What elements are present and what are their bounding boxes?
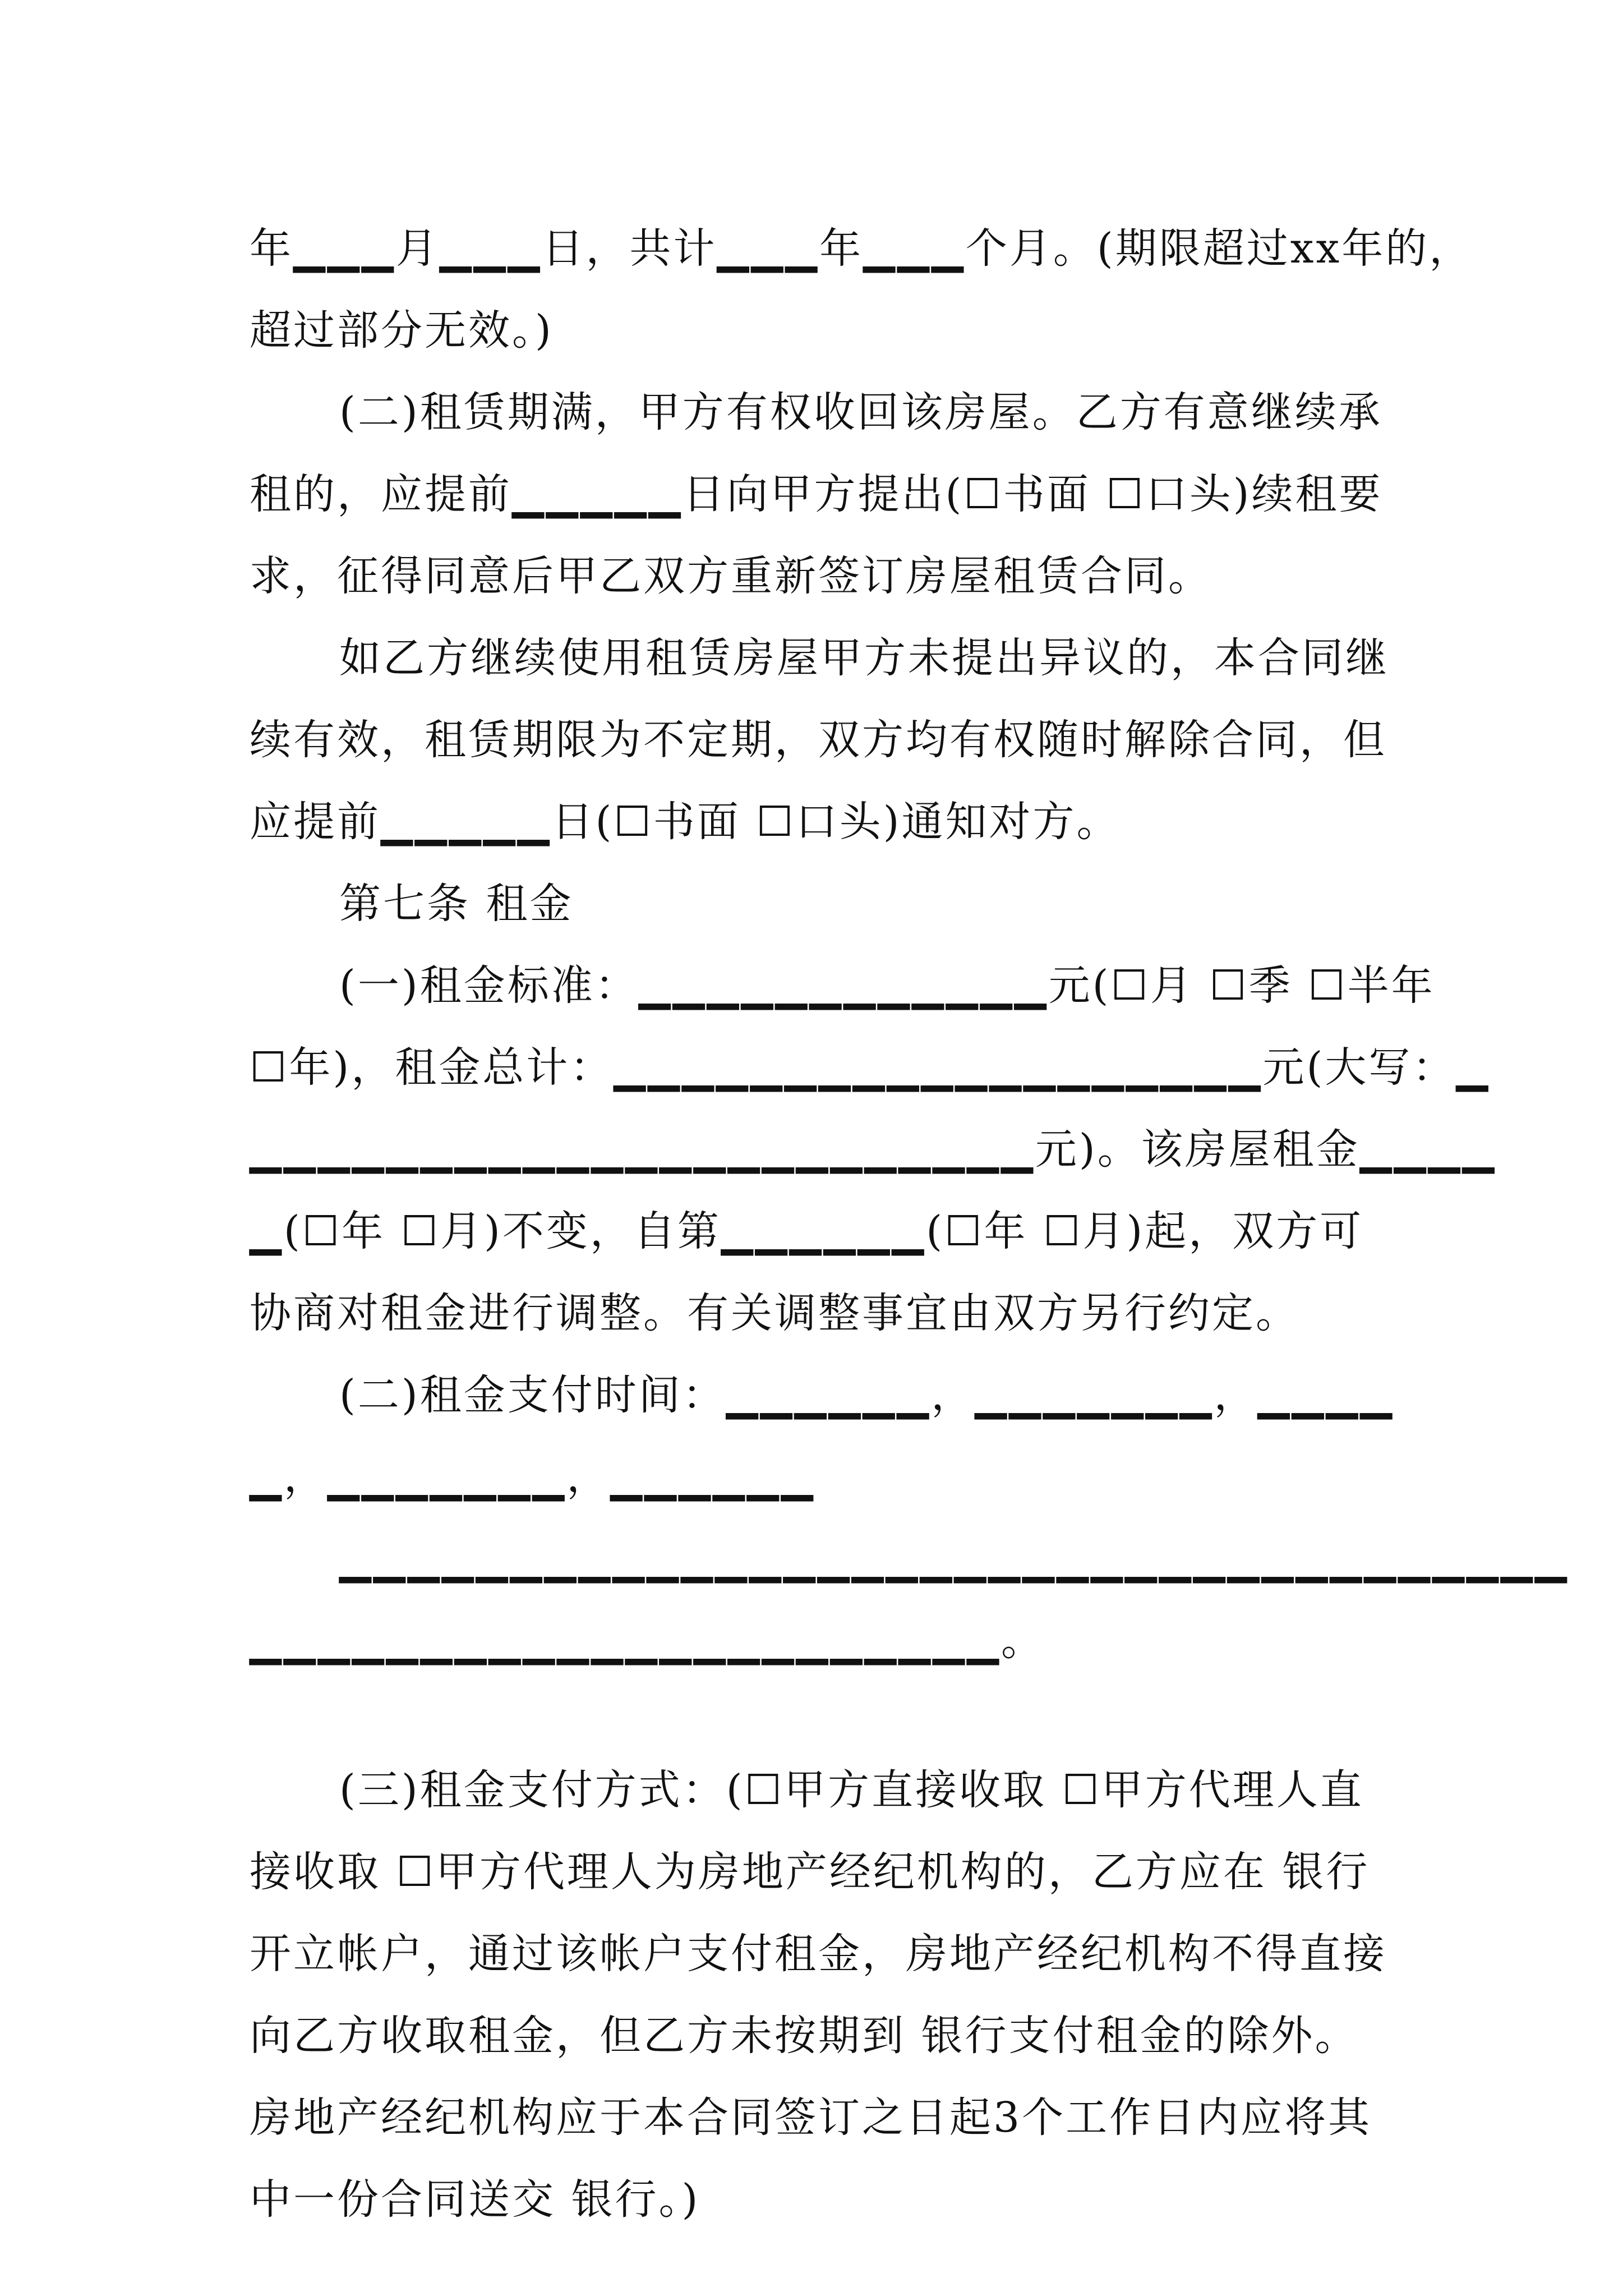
- text-line: 房地产经纪机构应于本合同签订之日起3个工作日内应将其: [250, 2093, 1372, 2142]
- text-line: 应提前▁▁▁▁▁日(☐书面 ☐口头)通知对方。: [250, 798, 1121, 846]
- text-line: 超过部分无效。): [250, 306, 554, 355]
- text-line: (二)租赁期满，甲方有权收回该房屋。乙方有意继续承: [339, 388, 1382, 436]
- text-line: 求，征得同意后甲乙双方重新签订房屋租赁合同。: [250, 552, 1212, 600]
- text-line: 向乙方收取租金，但乙方未按期到 银行支付租金的除外。: [250, 2012, 1359, 2060]
- text-line: ▁▁▁▁▁▁▁▁▁▁▁▁▁▁▁▁▁▁▁▁▁▁▁▁▁▁▁▁▁▁▁▁▁▁▁▁: [339, 1535, 1569, 1583]
- text-line: ▁(☐年 ☐月)不变，自第▁▁▁▁▁▁(☐年 ☐月)起，双方可: [250, 1207, 1364, 1255]
- text-line: 租的，应提前▁▁▁▁▁日向甲方提出(☐书面 ☐口头)续租要: [250, 470, 1383, 518]
- text-line: (一)租金标准：▁▁▁▁▁▁▁▁▁▁▁▁元(☐月 ☐季 ☐半年: [339, 961, 1435, 1010]
- document-body: [250, 208, 1569, 2240]
- text-line: ☐年)，租金总计：▁▁▁▁▁▁▁▁▁▁▁▁▁▁▁▁▁▁▁元(大写：▁: [250, 1043, 1491, 1092]
- section-heading: 第七条 租金: [339, 880, 574, 928]
- text-line: 中一份合同送交 银行。): [250, 2175, 700, 2224]
- text-line: 续有效，租赁期限为不定期，双方均有权随时解除合同，但: [250, 716, 1387, 764]
- text-line: 如乙方继续使用租赁房屋甲方未提出异议的，本合同继: [339, 634, 1389, 682]
- paragraph-gap: [250, 1682, 1388, 1749]
- text-line: 协商对租金进行调整。有关调整事宜由双方另行约定。: [250, 1289, 1299, 1337]
- text-line: 开立帐户，通过该帐户支付租金，房地产经纪机构不得直接: [250, 1930, 1387, 1978]
- text-line: ▁，▁▁▁▁▁▁▁，▁▁▁▁▁▁: [250, 1453, 815, 1501]
- text-line: (二)租金支付时间：▁▁▁▁▁▁，▁▁▁▁▁▁▁，▁▁▁▁: [339, 1371, 1395, 1419]
- text-line: ▁▁▁▁▁▁▁▁▁▁▁▁▁▁▁▁▁▁▁▁▁▁▁元)。该房屋租金▁▁▁▁: [250, 1125, 1497, 1174]
- text-line: 接收取 ☐甲方代理人为房地产经纪机构的，乙方应在 银行: [250, 1848, 1370, 1896]
- text-line: (三)租金支付方式：(☐甲方直接收取 ☐甲方代理人直: [339, 1766, 1364, 1814]
- text-line: 年▁▁▁月▁▁▁日，共计▁▁▁年▁▁▁个月。(期限超过xx年的，: [250, 224, 1473, 273]
- text-line: ▁▁▁▁▁▁▁▁▁▁▁▁▁▁▁▁▁▁▁▁▁▁。: [250, 1617, 1045, 1665]
